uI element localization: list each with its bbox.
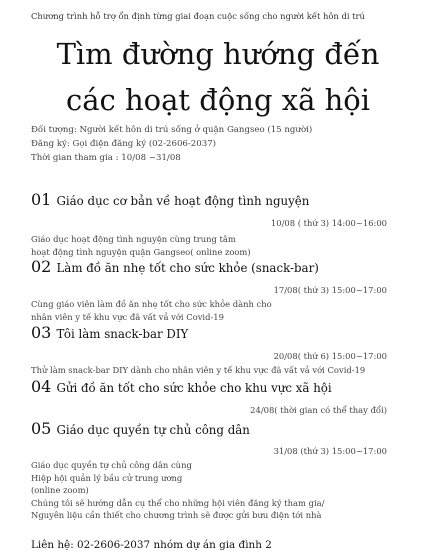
- section-4-title: Gửi đồ ăn tốt cho sức khỏe cho khu vực xã hội: [56, 381, 332, 395]
- section-5-heading: [31, 419, 250, 438]
- section-1-heading: [31, 190, 309, 209]
- section-4-number: 04: [31, 377, 52, 396]
- section-5-desc-line: (online zoom): [31, 485, 89, 496]
- section-3-date: 20/08( thứ 6) 15:00~17:00: [273, 351, 387, 361]
- registration-info: Đăng ký: Gọi điện đăng ký (02-2606-2037): [31, 139, 217, 149]
- section-2-desc-line: Cùng giáo viên làm đồ ăn nhẹ tốt cho sức khỏe dành cho: [31, 299, 272, 309]
- section-3-number: 03: [31, 323, 52, 342]
- main-title-line-2: các hoạt động xã hội: [65, 83, 371, 117]
- section-5-desc-line: Hiệp hội quản lý bầu cử trung ương: [31, 472, 183, 483]
- section-2-date: 17/08( thứ 3) 15:00~17:00: [273, 285, 387, 295]
- program-name: Chương trình hỗ trợ ổn định từng giai đoạn cuộc sống cho người kết hôn di trú: [31, 11, 365, 21]
- section-5-desc-line: Giáo dục quyền tự chủ công dân cùng: [31, 460, 192, 470]
- section-4-date: 24/08( thời gian có thể thay đổi): [250, 405, 387, 415]
- section-5-description: [31, 459, 324, 522]
- section-5-date: 31/08 (thứ 3) 15:00~17:00: [273, 446, 387, 456]
- section-1-title: Giáo dục cơ bản về hoạt động tình nguyện: [56, 194, 310, 208]
- section-2-title: Làm đồ ăn nhẹ tốt cho sức khỏe (snack-bar): [56, 261, 319, 275]
- target-audience: Đối tượng: Người kết hôn di trú sống ở quận Gangseo (15 người): [31, 125, 313, 135]
- participation-period: Thời gian tham gia : 10/08 ~31/08: [31, 153, 181, 163]
- section-3-description: [31, 364, 365, 377]
- section-3-title: Tôi làm snack-bar DIY: [56, 327, 189, 341]
- contact-info: Liên hệ: 02-2606-2037 nhóm dự án gia đình 2: [31, 539, 272, 551]
- section-2-heading: [31, 257, 319, 276]
- section-1-number: 01: [31, 190, 52, 209]
- section-3-heading: [31, 323, 188, 342]
- section-1-date: 10/08 ( thứ 3) 14:00~16:00: [270, 218, 387, 228]
- section-2-desc-line: nhân viên y tế khu vực đã vất vả với Covid-19: [31, 311, 224, 322]
- section-1-desc-line: hoạt động tình nguyện quận Gangseo( online zoom): [31, 246, 251, 257]
- section-2-number: 02: [31, 257, 52, 276]
- section-4-heading: [31, 377, 332, 396]
- section-3-desc-line: Thử làm snack-bar DIY dành cho nhân viên y tế khu vực đã vất vả với Covid-19: [31, 365, 366, 375]
- section-5-desc-line: Nguyên liệu cần thiết cho chương trình sẽ được gửi bưu điện tới nhà: [31, 510, 322, 521]
- main-title-line-1: Tìm đường hướng đến: [56, 37, 380, 71]
- section-1-desc-line: Giáo dục hoạt động tình nguyện cùng trung tâm: [31, 234, 236, 244]
- section-1-description: [31, 233, 251, 258]
- section-2-description: [31, 298, 272, 323]
- section-5-number: 05: [31, 419, 52, 438]
- section-5-desc-line: Chúng tôi sẽ hướng dẫn cụ thể cho những hội viên đăng ký tham gia/: [31, 497, 325, 508]
- section-5-title: Giáo dục quyền tự chủ công dân: [56, 423, 250, 437]
